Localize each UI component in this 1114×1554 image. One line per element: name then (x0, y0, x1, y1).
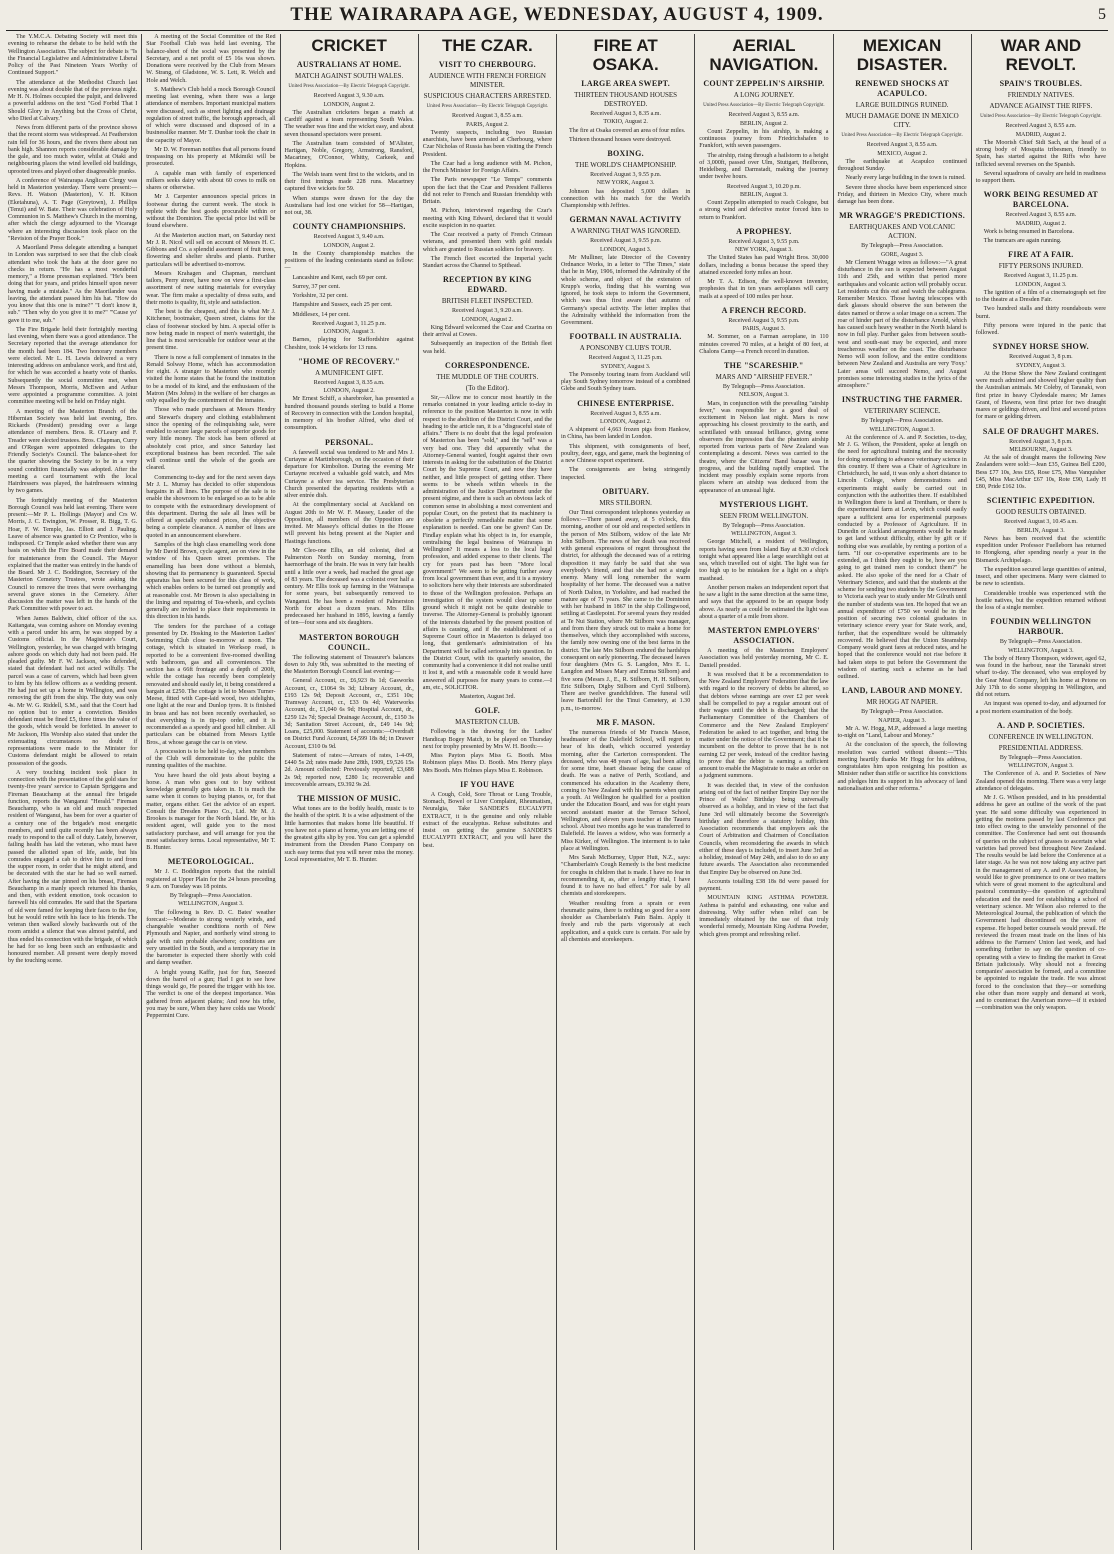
article-heading: OBITUARY. (602, 486, 650, 496)
dateline: By Telegraph—Press Association. (999, 754, 1082, 761)
article-paragraph: Count Zeppelin, in his airship, is making a continuous journey from Friedrichshafen to Frankfort, with seven passengers. (699, 128, 829, 150)
article-paragraph: Mr Ernest Schiff, a sharebroker, has presented a hundred thousand pounds sterling to build a Home of Recovery in connection with the London hospital, in memory of his brother Alfred, who died of consumption. (284, 396, 414, 432)
article-paragraph: Mars, in conjunction with the prevailing "airship fever," was responsible for a good deal of excitement in Nelson last night. Mars is now approaching his closest proximity to the earth, and scintillated with unusual brilliance, giving some observers the impression that the phantom airship reported from various parts of New Zealand was contemplating a descent. News was carried to the theatre, where the Citizens' Band bazaar was in progress, and the building rapidly emptied. The incident may possibly explain some reports from places where an airship was deduced from the appearance of an unusual light. (699, 400, 829, 494)
dateline: WELLINGTON, August 3. (731, 531, 797, 537)
article-heading: COUNT ZEPPELIN'S AIRSHIP. (703, 79, 825, 88)
dateline: Received August 3, 9.55 p.m. (728, 317, 800, 324)
dateline: TOKIO, August 2. (603, 119, 648, 126)
article-paragraph: Lancashire and Kent, each 69 per cent. (292, 274, 388, 281)
article-paragraph: Samples of the high class enamelling work done by Mr David Brown, cycle agent, are on view in the window of his Queen street premises. The enamelling has been done without a blemish, showing that its permanency is guaranteed. Special apparatus has been secured for this class of work, which enables orders to be turned out promptly and at reasonable cost. Mr Brown is also specialising in the lining and repairing of Tea-wheels, and cyclists generally are invited to place their requirements in this direction in his hands. (146, 541, 276, 621)
article-paragraph: A Maoriland Press delegate attending a banquet in London was surprised to see that the club cloak attendant who took the hats at the door gave no checks in return. "He has a most wonderful memory," a Home pressman explained. "He's been doing that for years, and prides himself upon never having made a mistake." As the Maorilander was leaving, the attendant passed him his hat. "How do you know that this one is mine?" "I don't know it, sub." "Then why do you give it to me?" "'Cause yo' gave it to me, sub." (8, 245, 138, 324)
dateline: BERLIN, August 2. (740, 120, 788, 127)
article-subheading: CONFERENCE IN WELLINGTON. (988, 732, 1094, 741)
article-paragraph: Those who made purchases at Messrs Hendry and Stewart's drapery and clothing establishment since the opening of the relinquishing sale, were enabled to secure large parcels of superior goods for very little money. The stock has been offered at absolutely cost price, and since Saturday last exceptional business has been recorded. The sale will continue until the whole of the goods are cleared. (146, 407, 276, 472)
article-heading: IF YOU HAVE (460, 779, 515, 789)
article-paragraph: This shipment, with consignments of beef, poultry, deer, eggs, and game, mark the beginning of a new Chinese export experiment. (561, 443, 691, 464)
dateline: MELBOURNE, August 3. (1009, 446, 1073, 453)
article-heading: CHINESE ENTERPRISE. (577, 398, 675, 408)
article-paragraph: A very touching incident took place in connection with the presentation of the gold stars for twenty-five years' service to Captain Spriggens and Fireman Beauchamp at the annual fire brigade function, reports the Wanganui "Herald." Fireman Beauchamp, who is an old and much respected resident of Wanganui, has been for over a quarter of a century one of the brigade's most energetic members, and until quite recently has been always ready to respond to the call of duty. Lately, however, failing health has laid the veteran, who must have passed the allotted span of life, aside, but his comrades engaged a cab to drive him to and from the supper room, in order that he might attend, and be decorated with the star he had so well earned. After having the star pinned on his breast, Fireman Beauchamp in a manly speech returned his thanks, and then, with evident emotion, took occasion to farewell his old comrades. He said that the Spartans of old were famed for keeping their faces to the foe, but he would retire with his face to his friends. The veteran then walked slowly backwards out of the room amidst a silence that was almost painful, and thus ended his connection with the brigade, of which he had for so long been such an enthusiastic and honoured member. All present were deeply moved by the touching scene. (8, 769, 138, 965)
article-paragraph: Weather resulting from a sprain or even rheumatic pains, there is nothing so good for a sore shoulder as Chamberlain's Pain Balm. Apply it freely and rub the parts vigorously at each application, and a quick cure is certain. For sale by all chemists and storekeepers. (561, 900, 691, 943)
article-paragraph: The body of Henry Thompson, widower, aged 62, was found in the harbour, near the Taranaki street wharf to-day. The deceased, who was employed by the Gear Meat Company, left his home at Petone on July 17th to do some shopping in Wellington, and did not return. (975, 655, 1106, 698)
dateline: By Telegraph—Press Association. (722, 384, 805, 390)
column-2 (142, 34, 280, 1550)
section-headline: CRICKET (311, 36, 387, 55)
article-subheading: GOOD RESULTS OBTAINED. (995, 508, 1087, 517)
article-heading: A. AND P. SOCIETIES. (996, 720, 1085, 730)
column-3 (281, 34, 419, 1550)
article-heading: THE MISSION OF MUSIC. (297, 794, 401, 803)
dateline: LONDON, August 2. (323, 101, 375, 108)
masthead-rule (6, 30, 1108, 31)
article-paragraph: A Cough, Cold, Sore Throat or Lung Trouble, Stomach, Bowel or Liver Complaint, Rheumatism, Neuralgia, Take SANDER'S EUCALYPTI EXTRACT, it is the genuine and only reliable extract of the eucalyptus. Refuse substitutes and insist on getting the genuine SANDER'S EUCALYPTI EXTRACT, and you will have the best. (422, 791, 552, 849)
article-paragraph: Middlesex, 14 per cent. (292, 311, 350, 318)
dateline: Received August 3, 8.55 a.m. (452, 113, 523, 120)
article-paragraph: It was decided that, in view of the confusion arising out of the fact of neither Empire Day nor the Prince of Wales' Birthday being universally observed as a holiday, and in view of the fact that June 3rd will ultimately become the Sovereign's birthday and therefore a statutory holiday, this Association recommends that employers ask the Court of Arbitration and Chairmen of Conciliation Councils, when reconsidering the awards in which either of these days is included, to insert June 3rd as a holiday, instead of May 24th, and also to do so any future awards. The Association also recommended that Empire Day be observed on June 3rd. (699, 782, 829, 876)
column-5 (557, 34, 695, 1550)
article-heading: BOXING. (607, 149, 644, 158)
copyright-line: United Press Association—By Electric Telegraph Copyright. (841, 133, 963, 138)
article-paragraph: At the Horse Show the New Zealand contingent were much admired and showed higher quality than the Australian animals. Mr Coleby, of Taranaki, won first prize in heavy Clydesdale mares; Mr James Grant, of Hawera, won first prize for two draught mares or geldings driven, and first and second prizes for mare or gelding driven. (975, 370, 1106, 421)
page-number: 5 (1098, 6, 1106, 23)
dateline: By Telegraph—Press Association. (861, 418, 944, 425)
article-paragraph: Mr J. C. Boddington reports that the rainfall registered at Upper Plain for the 24 hours preceding 9 a.m. on Tuesday was 18 points. (146, 869, 276, 890)
section-headline: AERIAL NAVIGATION. (709, 36, 819, 74)
article-paragraph: What tones are to the bodily health, music is to the health of the spirit. It is a wise adjustment of the little harmonies that makes home life beautiful. If you have not a piano at home, you are letting one of the greatest gifts slip by you. You can get a splendid instrument from the Dresden Piano Company on such easy terms that you will never miss the money. Local representative, Mr T. B. Hunter. (284, 806, 414, 863)
article-paragraph: The United States has paid Wright Bros. 30,000 dollars, including a bonus because the speed they attained exceeded forty miles an hour. (699, 255, 829, 276)
article-paragraph: Mr Cleo-one Ellis, an old colonist, died at Palmerston North on Sunday morning, from haemorrhage of the brain. He was in very fair health until a little over a week, had reached the great age of 83 years. The deceased was a colonist over half a century. Mr Ellis took up farming in the Wairarapa for some years, but subsequently removed to Wanganui. He has been a resident of Palmerston North for about a dozen years. Mrs Ellis predeceased her husband in 1895, leaving a family of ten—four sons and six daughters. (284, 547, 414, 627)
dateline: Received August 3, 11.25 p.m. (312, 320, 387, 327)
article-paragraph: MOUNTAIN KING ASTHMA POWDER. Asthma is painful and exhausting, one value and distressing. Why suffer when relief can be immediately obtained by the use of that truly wonderful remedy, Mountain King Asthma Powder, which gives prompt and refreshing relief. (699, 895, 829, 938)
dateline: NAPIER, August 3. (878, 717, 926, 724)
article-heading: RECEPTION BY KING EDWARD. (442, 275, 532, 295)
section-headline: WAR AND REVOLT. (1000, 36, 1082, 74)
article-heading: MASTERTON BOROUGH COUNCIL. (299, 632, 400, 652)
article-paragraph: At the conclusion of the speech, the following resolution was carried without dissent:—"This meeting heartily thanks Mr Hogg for his address, congratulates him upon resigning his position as Minister rather than stifle or sacrifice his convictions and pledges him its support in his advocacy of land nationalisation and other reforms." (837, 742, 967, 792)
article-paragraph: Nearly every large building in the town is ruined. (845, 175, 966, 182)
article-paragraph: Yorkshire, 32 per cent. (292, 293, 348, 299)
article-paragraph: Thirteen thousand houses were destroyed. (569, 136, 672, 143)
article-paragraph: There is now a full complement of inmates in the Renald Solway Home, which has accommodation for eight. A stranger to Masterton who recently visited the home states that he found the institution to be a model of its kind, and the enthusiasm of the Matron (Mrs Johns) in the welfare of her charges as only equalled by the contentment of the inmates. (146, 354, 276, 404)
dateline: Masterton, August 3rd. (459, 694, 516, 700)
masthead (0, 0, 1114, 30)
section-headline: MEXICAN DISASTER. (856, 36, 948, 74)
article-heading: "HOME OF RECOVERY." (298, 356, 400, 366)
article-paragraph: The Moorish Chief Sidi Sach, at the head of a strong body of Mosquita tribesmen, friendly to Spain, has started against the Riffs who have inflicted several reverses on the Spanish. (975, 139, 1106, 168)
dateline: PARIS, August 2. (466, 121, 509, 128)
article-paragraph: The Welsh team went first to the wickets, and in their first innings made 228 runs. Macartney captured five wickets for 59. (284, 171, 414, 193)
article-subheading: EARTHQUAKES AND VOLCANIC ACTION. (849, 223, 955, 241)
article-subheading: FRIENDLY NATIVES. (1007, 91, 1075, 99)
article-subheading: (To the Editor). (465, 383, 509, 392)
article-heading: A PROPHESY. (736, 226, 792, 236)
article-paragraph: Our Tinui correspondent telephones yesterday as follows:—There passed away, at 5 o'clock, this morning, another of our old and respected settlers in the person of Mrs Stilborn, widow of the late Mr John Stilborn. The news of her death was received with general expressions of regret throughout the district, for although the deceased was of a retiring disposition it may fairly be said that she was everybody's friend, and that she had not a single enemy. Many will long remember the warm hospitality of her home. The deceased was a native of North Dalton, in Yorkshire, and had reached the mature age of 71 years. She came to the Dominion with her husband in 1867 in the ship Collingwood, settling at Castlepoint. For several years they resided at Te Nui Station, where Mr Stilborn was manager, and from there they struck out to make a home for themselves, which they accomplished with success, the family now owning one of the best farms in the district. The late Mrs Stilborn endured the hardships consequent on early pioneering. The deceased leaves four daughters (Mrs G. S. Langdon, Mrs E. L. Langdon and Misses Mary and Emma Stilborn) and five sons (Messrs J., E., R. Stilborn, H. H. Stilborn, Eric Stilborn, Digby Stilborn and Cyril Stilborn). There are twelve grandchildren. The funeral will leave Bartonhill for the Tinui Cemetery, at 1.30 p.m., to-morrow. (561, 509, 691, 712)
article-paragraph: Several squadrons of cavalry are held in readiness to support them. (975, 170, 1106, 184)
article-paragraph: A shipment of 4,663 frozen pigs from Hankow, in China, has been landed in London. (561, 427, 691, 441)
dateline: Received August 3, 11.25 p.m. (1003, 273, 1078, 280)
article-paragraph: Miss Payton plays Miss G. Booth. Miss Robinson plays Miss D. Booth. Mrs Henry plays Mrs Booth. Mrs Holmes plays Miss E. Robinson. (422, 753, 552, 774)
article-paragraph: The ignition of a film of a cinematograph set fire to the theatre at a Dresden Fair. (975, 289, 1106, 303)
column-6 (695, 34, 833, 1550)
article-paragraph: An inquest was opened to-day, and adjourned for a post mortem examination of the body. (975, 701, 1106, 715)
dateline: Received August 3, 8.55 a.m. (728, 112, 800, 119)
article-paragraph: Mr A. W. Hogg, M.P., addressed a large meeting to-night on "Land, Labour and Money." (837, 725, 967, 739)
article-paragraph: The Australian team consisted of M'Alister, Hartigan, Noble, Gregory, Armstrong, Ransford, Macartney, O'Connor, Whitty, Carkeek, and Hopkins. (284, 140, 414, 169)
article-heading: PERSONAL. (324, 437, 374, 447)
article-subheading: SUSPICIOUS CHARACTERS ARRESTED. (423, 92, 552, 100)
newspaper-title: THE WAIRARAPA AGE, WEDNESDAY, AUGUST 4, 1909. (290, 4, 824, 25)
article-paragraph: Mr Mulliner, late Director of the Coventry Ordnance Works, in a letter to "The Times," state that he in May, 1906, informed the Admiralty of the whole scheme, and object of the extension of Krupp's works, finding that his warning was ignored, he took steps to inform the Government, which was thus first aware that autumn of Germany's special activity. The letter implies that the Admiralty withheld the information from the Government. (561, 254, 691, 326)
dateline: By Telegraph—Press Association. (169, 893, 252, 899)
article-heading: FOOTBALL IN AUSTRALIA. (569, 332, 682, 342)
article-paragraph: King Edward welcomed the Czar and Czarina on their arrival at Cowes. (422, 324, 552, 338)
dateline: By Telegraph—Press Association. (722, 522, 805, 529)
article-paragraph: S. Matthew's Club held a mock Borough Council meeting last evening, when there was a large attendance of members. Important municipal matters were discussed, such as street lighting and drainage regulation of street traffic, the borough approach, all of which were discussed and disposed of in a businesslike manner. Mr T. Dunbar took the chair in the capacity of Mayor. (146, 86, 276, 144)
dateline: Received August 3, 8.35 a.m. (590, 111, 661, 117)
dateline: Received August 3, 9.40 a.m. (313, 234, 385, 241)
article-paragraph: Mr Clement Wragge wires as follows:—"A great disturbance in the sun is expected between August 11th and 25th, and within that period more earthquakes and volcanic action will probably occur. Let residents cut this out and watch the cablegrams. Remember Mexico. Those having telescopes with dark glasses should observe the sun between the dates named or throw a solar image on a screen. The roar of hinder part of the disturbance Arnold, which has caused such heavy weather in the North Island is now in full play. Further gales from between south-west and south-east may be expected, and more treacherous weather on the coast. The disturbance Nemo will soon follow, and the entire conditions between New Zealand and Australia are very 'Foxy.' Later areas will succeed Nemo, and August promises some interesting studies in the lyrics of the atmosphere." (837, 259, 967, 389)
article-paragraph: The expedition secured large quantities of animal, insect, and other specimens. Many were claimed to be new to scientists. (975, 566, 1106, 588)
article-paragraph: Hampshire and Sussex, each 25 per cent. (292, 302, 393, 309)
article-paragraph: Barnes, playing for Staffordshire against Cheshire, took 14 wickets for 13 runs. (284, 337, 414, 351)
article-paragraph: Mrs Sarah McBurney, Upper Hutt, N.Z., says: "Chamberlain's Cough Remedy is the best medicine for coughs in children that is made. I have no fear in recommending it, as, after a lengthy trial, I have found it to have no bad effect." For sale by all chemists and storekeepers. (561, 855, 691, 898)
article-paragraph: A procession is to be held to-day, when members of the Club will demonstrate to the public the running qualities of the machine. (146, 748, 276, 770)
article-subheading: BRITISH FLEET INSPECTED. (441, 297, 533, 306)
dateline: WELLINGTON, August 3. (178, 901, 244, 908)
article-heading: SCIENTIFIC EXPEDITION. (986, 496, 1095, 506)
article-paragraph: General Account, cr., £6,923 8s 1d; Gasworks Account, cr., £1064 9s 3d; Library Account, dr., £193 12s 9d; Deposit Account, cr., £351 10s; Tramway Account, cr., £33 0s 4d; Waterworks Account, dr., £1,040 6s 9d; Hospital Account, dr., £259 12s 7d; Special Drainage Account, dr., £150 3s 3d; Sanitation Street Account, dr., £49 14s 9d; Loans, £25,000. Statement of accounts:—Overdraft on District Fund Account, £4,599 18s 8d; in Drawer Account, £310 0s 9d. (284, 678, 414, 750)
article-paragraph: The tramcars are again running. (983, 238, 1062, 244)
section-headline: FIRE AT OSAKA. (592, 36, 659, 74)
article-paragraph: The Australian cricketers began a match at Cardiff against a team representing South Wales. The weather was fine and the wicket easy, and about seven thousand spectators were present. (284, 109, 414, 138)
dateline: LONDON, August 3. (1015, 281, 1067, 288)
dateline: Received August 3, 10.45 a.m. (1004, 519, 1078, 526)
article-paragraph: The Fire Brigade held their fortnightly meeting last evening, when there was a good attendance. The Secretary reported that the average attendance for the month had been 184. Two honorary members were elected. Mr L. H. Lewis delivered a very interesting address on ambulance work, and first aid, for which he was accorded a hearty vote of thanks. Subsequently the social committee met, when Messrs Thompson, Morris, McEwen and Arthur were appointed a programme committee. A joint committee meeting will be held on Friday night. (8, 326, 138, 406)
copyright-line: United Press Association—By Electric Telegraph Copyright. (703, 103, 825, 108)
article-paragraph: The attendance at the Methodist Church last evening was about double that of the previous night. Mr H. N. Holmes occupied the pulpit, and delivered a powerful address on the text "God Forbid That I Should Glory in Anything but the Cross of Christ, who Died at Calvary." (8, 79, 138, 122)
article-subheading: MR HOGG AT NAPIER. (866, 698, 938, 707)
dateline: By Telegraph—Press Association. (861, 243, 944, 250)
article-paragraph: The following statement of Treasurer's balances down to July 9th, was submitted to the meeting of the Masterton Borough Council last evening:— (284, 654, 414, 675)
article-paragraph: Subsequently an inspection of the British fleet was held. (422, 341, 552, 355)
article-paragraph: Accounts totalling £38 18s 8d were passed for payment. (699, 878, 829, 892)
dateline: NEW YORK, August 3. (734, 247, 793, 253)
column-8 (972, 34, 1110, 1550)
dateline: Received August 3, 11.25 p.m. (588, 355, 663, 362)
dateline: LONDON, August 3. (599, 246, 652, 253)
article-paragraph: Considerable trouble was experienced with the hostile natives, but the expedition returned without the loss of a single member. (975, 590, 1106, 611)
article-paragraph: Two hundred stalls and thirty roundabouts were burnt. (975, 306, 1106, 320)
article-paragraph: Johnson has deposited 5,000 dollars in connection with his match for the World's Championship with Jeffries. (561, 188, 691, 209)
article-subheading: LARGE BUILDINGS RUINED. (855, 101, 949, 109)
article-paragraph: A farewell social was tendered to Mr and Mrs J. Curtayne at Martinborough, on the occasion of their departure for Kimbolton. During the evening Mr Curtayne received a valuable gold watch, and Mrs Curtayne a silver tea service. The Presbyterian Church presented the departing residents with a silver entrée dish. (284, 449, 414, 499)
dateline: Received August 3, 8.55 a.m. (1005, 123, 1077, 130)
article-heading: A FRENCH RECORD. (721, 305, 807, 315)
article-heading: METEOROLOGICAL. (167, 857, 254, 867)
article-heading: RENEWED SHOCKS AT ACAPULCO. (855, 79, 950, 98)
article-paragraph: M. Pichon, interviewed regarding the Czar's meeting with King Edward, declared that it would excite suspicion in no quarter. (422, 208, 552, 229)
article-paragraph: A meeting of the Masterton Branch of the Hibernian Society was held last evening, Bro. Rickards (President) presiding over a large attendance of members. Bros. R. O'Leary and F. Treader were elected trustees. Bros. Chapman, Curry and O'Regan were appointed delegates to the Friendly Society's Council. The balance-sheet for the quarter showing the Society to be in a very sound condition financially was adopted. After the meeting a card tournament with the local Hairdressers was played, the hairdressers winning by two games. (8, 408, 138, 495)
article-paragraph: The Ponsonby touring team from Auckland will play South Sydney tomorrow instead of a combined Glebe and South Sydney team. (561, 371, 691, 393)
article-paragraph: Surrey, 37 per cent. (292, 283, 340, 290)
article-paragraph: George Mitchell, a resident of Wellington, reports having seen from Island Bay at 8.30 o'clock tonight what appeared like a large searchlight out at sea, which travelled out of sight. The light was far too high up to be mistaken for a light on a ship's masthead. (699, 539, 829, 582)
dateline: Received August 3, 8 p.m. (1009, 354, 1073, 361)
article-heading: LAND, LABOUR AND MONEY. (841, 686, 963, 696)
dateline: NEW YORK, August 3. (596, 180, 655, 187)
article-paragraph: You have heard the old jests about buying a horse. A man who goes out to buy without knowledge generally gets taken in. It is much the same when it comes to buying pianos, or, for that matter, organs either. Get the advice of an expert. Consult the Dresden Piano Co., Ltd. Mr M. J. Brookes is manager for the North Island. He, or his resident agent, will guide you to the most satisfactory purchase, and will arrange for you the most satisfactory terms. Local representative, Mr T. B. Hunter. (146, 772, 276, 851)
article-subheading: MARS AND "AIRSHIP FEVER." (715, 373, 813, 381)
article-heading: AUSTRALIANS AT HOME. (296, 60, 402, 69)
article-paragraph: At the complimentary social at Auckland on August 20th to Mr W. F. Massey, Leader of the Opposition, all members of the Opposition are invited. Mr Massey's official duties in the House will prevent his being present at the Napier and Hastings functions. (284, 502, 414, 545)
dateline: BERLIN, August 3. (740, 191, 788, 198)
dateline: LONDON, August 2. (461, 316, 514, 323)
article-heading: VISIT TO CHERBOURG. (438, 60, 536, 69)
article-subheading: MRS STILBORN. (599, 498, 652, 507)
article-subheading: A PONSONBY CLUB'S TOUR. (579, 344, 672, 353)
article-paragraph: The Czar received a party of French Crimean veterans, and presented them with gold medals which are granted to Russian soldiers for bravery. (422, 232, 552, 253)
dateline: LONDON, August 2. (323, 242, 375, 249)
dateline: Received August 3, 9.55 p.m. (728, 238, 800, 245)
article-heading: CORRESPONDENCE. (445, 360, 530, 370)
dateline: MADRID, August 2. (1015, 131, 1067, 138)
article-heading: FOUNDIN WELLINGTON HARBOUR. (990, 617, 1092, 637)
dateline: LONDON, August 2. (599, 418, 652, 425)
column-4 (419, 34, 557, 1550)
article-heading: MR F. MASON. (596, 717, 656, 727)
article-paragraph: The numerous friends of Mr Francis Mason, headmaster of the Dalefield School, will regret to hear of his death, which occurred yesterday morning, after the Carterton correspondent. The deceased, who was 48 years of age, had been ailing for some time, heart disease being the cause of death. He was a native of Perth, Scotland, and commenced his education in the Academy there, coming to New Zealand with his parents when quite a youth. At Wellington he qualified for a position under the Education Board, and was for eight years second assistant master at the Terrace School, Wellington, and eleven years teacher at the Taueru school. About two months ago he was transferred to Dalefield. He leaves a widow, who was formerly a Miss Kirker, of Wellington. The interment is to take place at Wellington. (561, 729, 691, 852)
article-subheading: SEEN FROM WELLINGTON. (719, 511, 809, 520)
article-subheading: PRESIDENTIAL ADDRESS. (998, 743, 1083, 752)
article-paragraph: A meeting of the Social Committee of the Red Star Football Club was held last evening. The balance-sheet of the social was presented by the Secretary, and a net profit of £5 16s was shown. Donations were received by the Club from Messrs W. Strang, of Gladstone, W. S. Lett, R. Welch and Hole and Welch. (146, 34, 276, 84)
article-subheading: MUCH DAMAGE DONE IN MEXICO CITY. (845, 112, 959, 129)
article-paragraph: At the Masterton auction mart, on Saturday next Mr J. R. Nicol will sell on account of Messrs H. C. Gibbons and Co. a splendid assortment of fruit trees, flowering and shelter shrubs and plants. Further particulars will be advertised to-morrow. (146, 232, 276, 268)
article-heading: MYSTERIOUS LIGHT. (719, 499, 809, 509)
dateline: Received August 3, 9.55 p.m. (590, 172, 662, 178)
article-subheading: MATCH AGAINST SOUTH WALES. (294, 72, 404, 80)
article-paragraph: When James Baldwin, chief officer of the s.s. Kaitangata, was coming ashore on Monday evening with a parcel under his arm, he was stopped by a Customs official. In the Magistrate's Court, Wellington, yesterday, he was charged with bringing ashore goods on which duty had not been paid. He pleaded guilty. Mr F. W. Jackson, who defended, stated that defendant had not acted wilfully. The parcel was a case of carvers, which had been given to him by his fellow officers as a wedding present. He had just set up a home in Wellington, and was removing the gift from the ship. The duty was only 4s. Mr W. G. Riddell, S.M., said that the Court had no option but to enter a conviction. Besides defendant must be fined £5, three times the value of the goods, which would be forfeited. In answer to Mr Jackson, His Worship also stated that under the extenuating circumstances no doubt if representations were made to the Minister for Customs defendant might be allowed to retain possession of the goods. (8, 615, 138, 767)
dateline: GORE, August 3. (880, 251, 924, 258)
article-paragraph: Another person makes an independent report that he saw a light in the same direction at the same time, and says that the appeared to be an opaque body above. As nearly as could be estimated the light was about a quarter of a mile from shore. (699, 584, 829, 620)
dateline: WELLINGTON, August 3. (1008, 763, 1074, 769)
article-paragraph: Fifty persons were injured in the panic that followed. (975, 322, 1106, 336)
dateline: By Telegraph—Press Association. (999, 639, 1082, 646)
article-paragraph: Mr J. Carpenter announces special prices in footwear during the current week. The stock is replete with the best goods procurable within or without the Dominion. The special price list will be found elsewhere. (146, 194, 276, 230)
article-heading: SPAIN'S TROUBLES. (999, 79, 1083, 88)
article-paragraph: The Czar had a long audience with M. Pichon, the French Minister for Foreign Affairs. (422, 160, 552, 174)
article-subheading: ADVANCE AGAINST THE RIFFS. (989, 102, 1093, 110)
dateline: Received August 3, 9.20 a.m. (452, 308, 523, 315)
dateline: Received August 3, 8.35 a.m. (313, 379, 385, 386)
article-paragraph: The fortnightly meeting of the Masterton Borough Council was held last evening. There were present:—Mr P. L. Hollings (Mayor) and Crs W. Morris, J. C. Ewington, W. Prosser, R. Bigg, T. G. Hoar, F. W. Temple, Jas. Elliott and J. Pauling. Leave of absence was granted to Cr Prentice, who is indisposed. Cr Temple asked whether there was any basis on which the Fire Board made their demand for maintenance from the Council. The Mayor explained that the matter was entirely in the hands of the Board. Mr J. C. Boddington, Secretary of the Masterton Cemetery Trustees, wrote asking the Council to remove the trees that were overhanging several grave stones in the Cemetery. After discussion the matter was left in the hands of the Park Committee with power to act. (8, 497, 138, 613)
dateline: By Telegraph—Press Association. (861, 709, 944, 716)
copyright-line: United Press Association—By Electric Telegraph Copyright. (980, 114, 1102, 119)
dateline: MEXICO, August 2. (877, 150, 927, 157)
article-paragraph: The airship, rising through a hailstorm to a height of 3,000ft, passed over Ulm, Stuttgart, Heilbronn, Heidelberg, and Darmstadt, making the journey under twelve hours. (699, 152, 829, 181)
article-paragraph: The Conference of A. and P. Societies of New Zealand opened this morning. There was a very large attendance of delegates. (975, 771, 1106, 792)
article-subheading: A LONG JOURNEY. (733, 91, 795, 99)
column-7 (834, 34, 972, 1550)
article-heading: WORK BEING RESUMED AT BARCELONA. (983, 190, 1099, 210)
article-paragraph: Severe three shocks have been experienced since Friday, and thirteen in Mexico City, where much damage has been done. (837, 184, 967, 205)
article-subheading: AUDIENCE WITH FRENCH FOREIGN MINISTER. (428, 72, 546, 89)
article-paragraph: Statement of rates:—Arrears of rates, 1-4-09, £440 5s 2d; rates made June 28th, 1909, £9,526 15s 2d. Amount collected: Previously reported, £3,688 2s 9d; reported now, £280 1s; recoverable and irrecoverable arrears, £9.392 9s 2d. (284, 752, 414, 788)
article-paragraph: The Y.M.C.A. Debating Society will meet this evening to rehearse the debate to be held with the Wellington Association. The subject for debate is "Is the Financial Legislative and Administrative Liberal Policy of the Past Nineteen Years Worthy of Continued Support." (8, 34, 138, 77)
dateline: Received August 3, 9.30 a.m. (313, 93, 385, 100)
article-paragraph: Work is being resumed in Barcelona. (983, 228, 1074, 235)
article-paragraph: At the conference of A. and P. Societies, to-day, Mr J. G. Wilson, the President, spoke at length on the need for agricultural training and the necessity for doing something to advance veterinary science in this country. If there was a Chair of Agriculture in Christchurch, he said, it was only a short distance to Lincoln College, where demonstrations and experiments might easily be carried out in conjunction with the authorities there. If established in Wellington there is land at Trentham, or there is the experimental farm at Levin, which could easily spare a sufficient area for experimental purposes conducted by a Professor of Agriculture. If in Dunedin or Auckland arrangements would be made to get land without difficulty, either by gift or if nothing else was available, by renting a portion of a farm. "If our co-operative experiments are to be extended, as I think they ought to be, how are you going to get trained men to conduct them?" he asked. He also spoke of the need for a Chair of Veterinary Science, and said that the students at the scheme for sending two students by the Government to Victoria each year to study under Mr Gilruth until the number of students was ten. He hoped that we an annual expenditure of £750 we would be in the position of securing two colonial graduates in veterinary science every year for State work, and, further, that the expenditure would be ultimately recovered. He believed that the Union Steamship Company would grant fares at reduced rates, and he hoped that the conference would not rise before it had taken steps to put before the Government the wisdom of starting such a scheme as he had outlined. (837, 434, 967, 680)
article-paragraph: A conference of Wairarapa Anglican Clergy was held in Masterton yesterday. There were present:—Revs. H. Watson (Masterton), V. H. Kitson (Eketahuna), A. T. Page (Greytown), J. Phillips (Tenui) and W. Bate. Their was celebration of Holy Communion in S. Matthew's Church in the morning, after which the clergy adjourned to the Vicarage where an interesting discussion took place on the "Revision of the Prayer Book." (8, 177, 138, 242)
dateline: Received August 3, 8 p.m. (1009, 438, 1073, 445)
article-paragraph: The French fleet escorted the Imperial yacht Standart across the Channel to Spithead. (422, 255, 552, 269)
dateline: Received August 3, 8.55 a.m. (1005, 212, 1077, 219)
article-paragraph: Count Zeppelin attempted to reach Cologne, but a strong wind and defective motor forced him to return to Frankfort. (699, 200, 829, 221)
article-paragraph: A meeting of the Masterton Employers' Association was held yesterday morning, Mr C. E. Daniell presided. (699, 648, 829, 669)
article-subheading: THE WORLD'S CHAMPIONSHIP. (574, 161, 677, 169)
dateline: SYDNEY, August 3. (600, 363, 651, 370)
article-heading: THE "SCARESHIP." (724, 361, 804, 370)
dateline: SYDNEY, August 3. (1016, 362, 1066, 369)
dateline: PARIS, August 3. (742, 326, 786, 332)
article-subheading: MASTERTON CLUB. (455, 718, 520, 727)
dateline: LONDON, August 2. (323, 388, 375, 394)
article-paragraph: Sir,—Allow me to concur most heartily in the remarks contained in your leading article to-day in reference to the position Masterton is now in with respect to the abolition of the District Court, and the heading to the article ran, it is a "disgraceful state of affairs." There is no doubt that the legal profession of Masterton has been "sold," and the "sell" was a very bad one. They did apparently what the Attorney-General wanted, fought against their own interests in asking for the substitution of the District Court by the Supreme Court, and now they have neither, and little prospect of getting either. There seems to be wheels within wheels in the administration of the Justice Department under the present régime, and there is such an obvious lack of common sense in abolishing a most convenient and popular Court, on the pretext that its machinery is obsolete a perfectly remediable matter that some explanation is needed. Can one be given? Can Dr. Findlay explain what his object is in, for example, centralising the legal business of Wairarapa in Wellington? It means a loss to the local legal profession, and added expense to their clients. The cry for years past has been "More local government!" We seem to be getting further away from local government than ever, and it is a mystery to solicitors here why their interests are subordinated to those of the Wellington profession. Perhaps an investigation of the system would clear up some ground which it might not be quite desirable to traverse. The Attorney-General is probably ignorant of the interests disturbed by the present position of affairs is causing, and if the establishment of a Supreme Court office in Masterton is delayed too long, that gentleman's administration of his Department will be called seriously into question. In the District Court, with its quarterly session, the community had a convenience it did not realise until it lost it, and with a reasonable code it would have answered all purposes for many years to come.—I am, etc., SOLICITOR. (422, 394, 552, 691)
article-paragraph: The tenders for the purchase of a cottage presented by Dr. Hosking to the Masterton Ladies' Swimming Club close to-morrow at noon. The cottage, which is situated in Worksop road, is reported to be a convenient five-roomed dwelling with bathroom, gas and all conveniences. The section has a 66ft frontage and a depth of 200ft, while the cottage has recently been completely renovated and should easily let, it being considered a bargain at £250. The cottage is let to Messrs Turner-Meese, fitted with Cape-laid wood, two sidelights, one light at the rear and Dunlop tyres. It is finished in brass and has not been recently overhauled, so that everything is in tip-top order, and it is recommended as a speedy and good hill climber. All particulars can be obtained from Messrs Lyttle Bros., at whose garage the car is on view. (146, 623, 276, 746)
article-paragraph: The earthquake at Acapulco continued throughout Sunday. (837, 158, 967, 172)
article-subheading: VETERINARY SCIENCE. (863, 407, 941, 416)
copyright-line: United Press Association—By Electric Telegraph Copyright. (426, 104, 549, 109)
article-heading: FIRE AT A FAIR. (1008, 250, 1074, 260)
article-paragraph: The Paris newspaper "Le Temps" comments upon the fact that the Czar and President Fallieres did not refer to French and Russian friendship with Britain. (422, 177, 552, 205)
dateline: MADRID, August 2. (1015, 220, 1067, 227)
article-paragraph: Following is the drawing for the Ladies' Handicap Bogey Match, to be played on Thursday next for trophy presented by Mrs W. H. Booth:— (422, 729, 552, 750)
article-heading: MASTERTON EMPLOYERS' ASSOCIATION. (707, 626, 820, 645)
article-subheading: THIRTEEN THOUSAND HOUSES DESTROYED. (574, 91, 678, 108)
article-heading: COUNTY CHAMPIONSHIPS. (292, 222, 406, 232)
dateline: Received August 3, 8.55 a.m. (590, 410, 661, 417)
dateline: NELSON, August 3. (739, 392, 789, 399)
article-paragraph: A bright young Kaffir, just for fun, Sneezed down the barrel of a gun; Had I got to see how things would go, He poured the trigger with his toe. The verdict is one of the deepest importance. Was gathered from adjacent plains; And now his tribe, you may be sure, When they have colds use Woods' Peppermint Cure. (146, 969, 276, 1019)
article-paragraph: At the sale of draught mares the following New Zealanders were sold:—Jean £35, Guinea Bell £200, Bess £77 10s, Jess £65, Rose £75, Miss Vanquisher £45, Miss MacArthur £67 10s, Rote £90, Lady H £80, Pride £162 10s. (975, 455, 1106, 490)
article-paragraph: When stumps were drawn for the day the Australians had lost one wicket for 58—Hartigan, not out, 38. (284, 195, 414, 216)
dateline: WELLINGTON, August 3. (869, 426, 935, 433)
article-paragraph: Twenty suspects, including two Russian anarchists, have been arrested at Cherbourg, where Czar Nicholas of Russia has been visiting the French President. (422, 129, 552, 158)
dateline: Received August 3, 9.55 p.m. (590, 238, 662, 245)
article-subheading: FIFTY PERSONS INJURED. (998, 262, 1084, 271)
article-subheading: A MUNIFICENT GIFT. (315, 368, 384, 377)
dateline: Received August 3, 10.20 p.m. (726, 183, 801, 190)
article-heading: SALE OF DRAUGHT MARES. (982, 426, 1099, 436)
article-paragraph: Commencing to-day and for the next seven days Mr J. L. Murray has decided to offer stupendous bargains in all lines. The purpose of the sale is to enable the showroom to be enlarged so as to be able to compete with the extraordinary development of this department. During the sale all lines will be offered at specially reduced prices, the objective being a complete clearance. A number of lines are quoted in an announcement elsewhere. (146, 474, 276, 539)
article-heading: INSTRUCTING THE FARMER. (841, 395, 963, 405)
article-paragraph: News from different parts of the province shows that the recent storm was widespread. At Featherston rain fell for 36 hours, and the rivers there about ran bank high. Shannon reports considerable damage by the gale, and too much water, whilst at Otaki and neighbouring places the wind levelled old buildings, uprooted trees and played other disagreeable pranks. (8, 125, 138, 175)
article-paragraph: The best is the cheapest, and this is what Mr J. Kitchener, bootmaker, Queen street, claims for the class of footwear stocked by him. A special offer is now being made in respect of men's watertight, the line that is most serviceable for outdoor wear at the present time. (146, 309, 276, 352)
article-heading: GERMAN NAVAL ACTIVITY (569, 215, 682, 225)
dateline: LONDON, August 3. (323, 329, 375, 335)
article-paragraph: Mr J. G. Wilson presided, and in his presidential address he gave an outline of the work of the past year. He said some difficulty was experienced in getting the motions passed by last Conference put into effect owing to the unwieldy personnel of the committee. The Conference had sent out thousands of queries on the subject of grasses to ascertain what varieties had proved best throughout New Zealand. The results would be laid before the Conference at a later stage. As he was not now taking any active part in the management of any A. and P. Association, he would like to give prominence to one or two matters which were of great moment to the agricultural and pastoral community—the question of agricultural education and the need for establishing a school of veterinary science. Mr Wilson also referred to the Meteorological Journal, the publication of which the Government had discontinued on the score of expense. He hoped better counsels would prevail. He reviewed the frozen meat trade on the lines of his address to the Farmers' Union last week, and had something further to say on the question of co-operating with a view to finding the market in Great Britain judiciously. Why should not a freezing companies' association be formed, and a committee be appointed to regulate the trade. He was almost forced to the conclusion that they—or something else other than more supply and demand at work, and to counteract the American move—if it existed—combination was the only weapon. (975, 795, 1106, 1012)
dateline: WELLINGTON, August 3. (1008, 647, 1074, 654)
article-heading: SYDNEY HORSE SHOW. (992, 342, 1089, 352)
article-paragraph: News has been received that the scientific expedition under Professor Fuelleborn has returned to Hongkong, after spending nearly a year in the Bismarck Archipelago. (975, 535, 1106, 564)
article-paragraph: The fire at Osaka covered an area of four miles. (569, 127, 686, 134)
dateline: Received August 3, 8.55 a.m. (866, 142, 938, 149)
copyright-line: United Press Association—By Electric Telegraph Copyright. (288, 84, 410, 89)
dateline: BERLIN, August 3. (1017, 527, 1065, 534)
article-paragraph: M. Sommer, on a Farman aeroplane, in 110 minutes covered 70 miles, at a height of 80 feet, at Chalons Camp—a French record in duration. (699, 334, 829, 355)
column-1 (4, 34, 142, 1550)
article-heading: GOLF. (474, 706, 501, 716)
newspaper-columns (4, 34, 1110, 1550)
article-paragraph: It was resolved that it be a recommendation to the New Zealand Employers' Federation that the law with regard to the recovery of debts be altered, so that debtors whose earnings are over £2 per week shall be compelled to pay a regular amount out of their wages until the debt is discharged; that the Parliamentary Committee of the Chambers of Commerce and the New Zealand Employers' Federation be asked to act together, and bring the matter under the notice of the Government; that it be incumbent on the debtor to prove that he is not earning £2 per week, instead of the creditor having to prove that the debtor is earning a sufficient amount to enable the Magistrate to make an order on a judgment summons. (699, 671, 829, 780)
article-heading: MR WRAGGE'S PREDICTIONS. (839, 211, 966, 221)
article-paragraph: Messrs Krahagen and Chapman, merchant tailors, Perry street, have now on view a first-class assortment of new suiting materials for everyday wear. The firm make a speciality of dress suits, and their motto is quality, fit, style and satisfaction. (146, 270, 276, 306)
article-subheading: A WARNING THAT WAS IGNORED. (570, 227, 681, 236)
article-heading: LARGE AREA SWEPT. (581, 79, 670, 88)
article-paragraph: A capable man with family of experienced milkers seeks dairy with about 60 cows to milk on shares or otherwise. (146, 170, 276, 191)
article-paragraph: Mr D. W. Foreman notifies that all persons found trespassing on his property at Mikimiki will be prosecuted. (146, 146, 276, 168)
article-subheading: THE MUDDLE OF THE COURTS. (436, 372, 539, 381)
article-paragraph: The following is Rev. D. C. Bates' weather forecast:—Moderate to strong westerly winds, and changeable weather conditions north of New Plymouth and Napier, and northerly wind strong to gale with rain probable elsewhere; conditions are very unsettled in the South, and a temporary rise in the barometer is expected there shortly with cold and damp weather. (146, 909, 276, 967)
article-paragraph: The consignments are being stringently inspected. (561, 467, 691, 481)
article-paragraph: Mr T. A. Edison, the well-known inventor, prophesies that in ten years aeroplanes will carry mails at a speed of 100 miles per hour. (699, 279, 829, 300)
section-headline: THE CZAR. (442, 36, 533, 55)
article-paragraph: In the County championship matches the positions of the leading contestants stand as follow:— (284, 250, 414, 272)
